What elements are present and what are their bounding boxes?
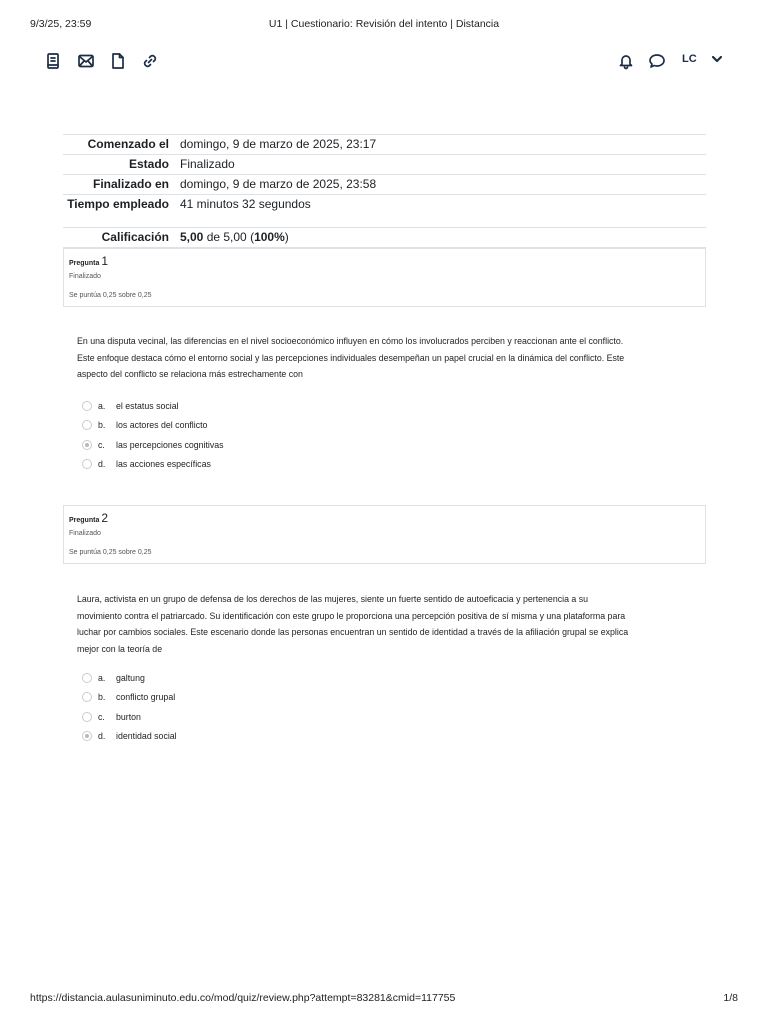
- top-toolbar: [40, 48, 730, 74]
- answer-text: burton: [116, 711, 141, 722]
- mail-icon[interactable]: [75, 50, 97, 72]
- grade-total: de 5,00 (: [203, 230, 255, 244]
- answer-letter: a.: [98, 400, 106, 411]
- question-text-line: En una disputa vecinal, las diferencias en el nivel socioeconómico influyen en cómo los involucrados perciben y reaccionan ante el conflicto.: [77, 336, 624, 346]
- summary-label: Finalizado en: [92, 177, 169, 191]
- summary-label: Tiempo empleado: [67, 197, 169, 211]
- print-header: [0, 18, 768, 34]
- summary-value: domingo, 9 de marzo de 2025, 23:58: [180, 177, 377, 191]
- question-number: [69, 254, 108, 268]
- grade-score: 5,00: [180, 230, 204, 244]
- question-text: [77, 333, 697, 383]
- print-title: U1 | Cuestionario: Revisión del intento | Distancia: [268, 18, 500, 30]
- question-text: [77, 591, 697, 657]
- question-info-box: [63, 505, 706, 564]
- answer-option[interactable]: [82, 688, 382, 708]
- radio-button[interactable]: [82, 420, 92, 430]
- answer-option[interactable]: [82, 396, 382, 416]
- radio-button[interactable]: [82, 459, 92, 469]
- summary-value: 41 minutos 32 segundos: [180, 197, 311, 211]
- question-text-line: aspecto del conflicto se relaciona más estrechamente con: [77, 369, 303, 379]
- radio-button[interactable]: [82, 401, 92, 411]
- user-initials[interactable]: LC: [682, 53, 697, 65]
- question-grade: Se puntúa 0,25 sobre 0,25: [69, 549, 152, 556]
- print-date: 9/3/25, 23:59: [30, 18, 92, 30]
- question-text-line: luchar por cambios sociales. Este escenario donde las personas encuentran un sentido de identidad a través de la afiliación grupal se explica: [77, 627, 629, 637]
- answer-option[interactable]: [82, 668, 382, 688]
- book-icon[interactable]: [42, 50, 64, 72]
- answer-letter: b.: [98, 692, 106, 703]
- answer-letter: c.: [98, 711, 105, 722]
- answer-option[interactable]: [82, 435, 382, 455]
- answer-text: las percepciones cognitivas: [116, 439, 224, 450]
- answer-letter: d.: [98, 459, 106, 470]
- question-label: Pregunta: [69, 517, 100, 524]
- radio-button[interactable]: [82, 673, 92, 683]
- question-grade: Se puntúa 0,25 sobre 0,25: [69, 292, 152, 299]
- question-label: Pregunta: [69, 260, 100, 267]
- question-text-line: movimiento contra el patriarcado. Su identificación con este grupo le proporciona una percepción positiva de sí misma y una plataforma para: [77, 610, 626, 621]
- answer-option[interactable]: [82, 455, 382, 475]
- radio-button-selected[interactable]: [82, 440, 92, 450]
- answer-text: las acciones específicas: [116, 459, 211, 470]
- answer-text: los actores del conflicto: [116, 420, 208, 431]
- answer-letter: d.: [98, 731, 106, 742]
- summary-value: domingo, 9 de marzo de 2025, 23:17: [180, 137, 377, 151]
- answer-list: [82, 396, 382, 474]
- chat-icon[interactable]: [646, 50, 668, 72]
- page-counter: 1/8: [723, 992, 738, 1004]
- radio-button[interactable]: [82, 692, 92, 702]
- attempt-summary-table: [63, 134, 706, 248]
- answer-option[interactable]: [82, 727, 382, 747]
- answer-letter: b.: [98, 420, 106, 431]
- question-info-box: [63, 248, 706, 307]
- grade-close: ): [284, 230, 289, 244]
- summary-row: [63, 135, 706, 155]
- question-text-line: mejor con la teoría de: [77, 643, 163, 654]
- summary-row: [63, 195, 706, 228]
- question-text-line: Este enfoque destaca cómo el entorno social y las percepciones individuales desempeñan un papel crucial en la dinámica del conflicto. Este: [77, 352, 625, 363]
- summary-label: Comenzado el: [87, 137, 169, 151]
- print-footer: [0, 992, 768, 1008]
- answer-text: conflicto grupal: [116, 692, 176, 703]
- summary-row: [63, 155, 706, 175]
- answer-list: [82, 668, 382, 746]
- question-state: Finalizado: [69, 273, 101, 280]
- answer-text: galtung: [116, 672, 145, 683]
- question-number-value: 1: [101, 254, 109, 268]
- radio-button[interactable]: [82, 712, 92, 722]
- answer-option[interactable]: [82, 416, 382, 436]
- summary-value: [174, 228, 706, 248]
- question-state: Finalizado: [69, 530, 101, 537]
- grade-percent: 100%: [254, 230, 285, 244]
- summary-value: Finalizado: [180, 157, 235, 171]
- summary-label: Calificación: [101, 230, 169, 244]
- file-icon[interactable]: [107, 50, 129, 72]
- summary-row: [63, 228, 706, 248]
- print-url: https://distancia.aulasuniminuto.edu.co/mod/quiz/review.php?attempt=83281&cmid=117755: [30, 992, 456, 1004]
- question-text-line: Laura, activista en un grupo de defensa de los derechos de las mujeres, siente un fuerte sentido de autoeficacia y pertenencia a su: [77, 594, 589, 604]
- summary-row: [63, 175, 706, 195]
- link-icon[interactable]: [139, 50, 161, 72]
- question-number: [69, 511, 108, 525]
- answer-option[interactable]: [82, 707, 382, 727]
- answer-text: identidad social: [116, 731, 177, 742]
- chevron-down-icon[interactable]: [710, 52, 724, 66]
- question-number-value: 2: [101, 511, 109, 525]
- bell-icon[interactable]: [615, 50, 637, 72]
- summary-label: Estado: [128, 157, 169, 171]
- answer-letter: a.: [98, 672, 106, 683]
- answer-letter: c.: [98, 439, 105, 450]
- radio-button-selected[interactable]: [82, 731, 92, 741]
- answer-text: el estatus social: [116, 400, 179, 411]
